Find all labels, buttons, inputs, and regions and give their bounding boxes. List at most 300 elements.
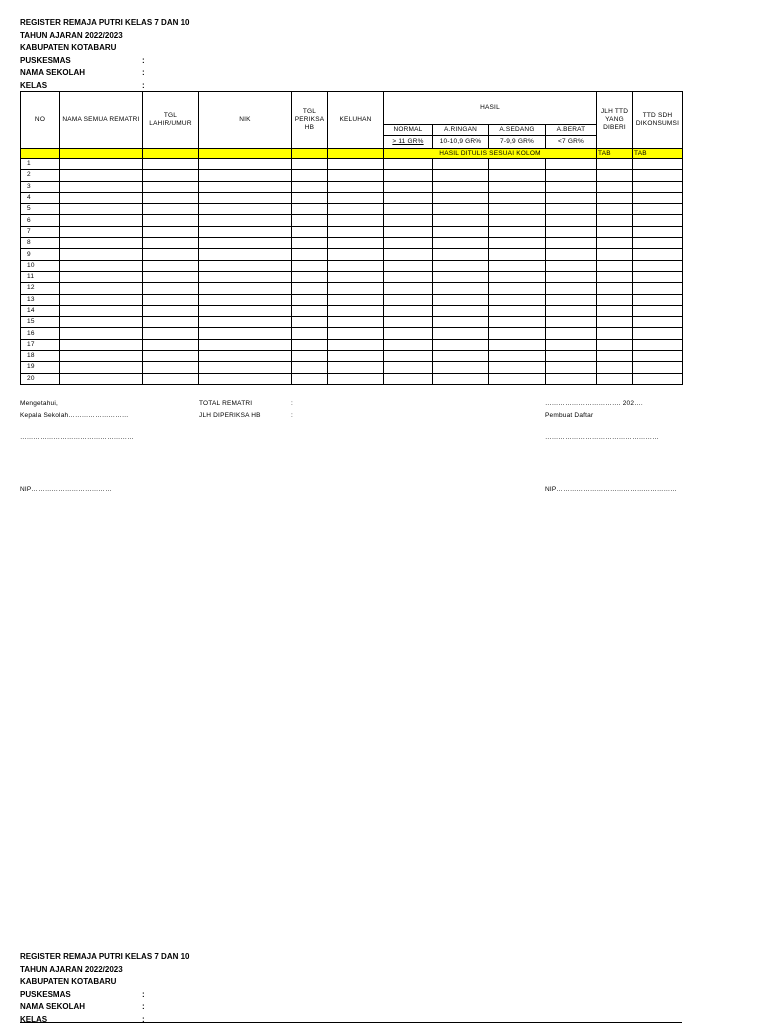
table-cell[interactable] — [546, 305, 597, 316]
table-cell[interactable] — [143, 159, 199, 170]
hasil-berat-label: A.BERAT — [546, 125, 597, 136]
table-cell[interactable] — [328, 271, 384, 282]
table-cell[interactable] — [292, 192, 328, 203]
table-cell[interactable] — [60, 181, 143, 192]
register-title: REGISTER REMAJA PUTRI KELAS 7 DAN 10 — [20, 952, 190, 961]
table-cell[interactable] — [384, 305, 433, 316]
table-cell[interactable] — [597, 283, 633, 294]
table-cell[interactable] — [143, 294, 199, 305]
table-cell[interactable] — [633, 317, 683, 328]
table-cell[interactable] — [597, 328, 633, 339]
table-cell[interactable] — [328, 215, 384, 226]
table-cell[interactable] — [597, 192, 633, 203]
table-cell[interactable] — [489, 238, 546, 249]
col-header-nama: NAMA SEMUA REMATRI — [60, 92, 143, 149]
table-cell[interactable] — [546, 317, 597, 328]
table-cell[interactable] — [143, 305, 199, 316]
table-row — [21, 226, 683, 237]
academic-year: TAHUN AJARAN 2022/2023 — [20, 964, 123, 974]
table-cell[interactable] — [199, 294, 292, 305]
table-cell[interactable] — [143, 226, 199, 237]
table-cell[interactable] — [546, 181, 597, 192]
hasil-ringan-label: A.RINGAN — [433, 125, 489, 136]
table-cell[interactable] — [60, 192, 143, 203]
jlh-diperiksa-colon: : — [291, 412, 294, 419]
row-number: 2 — [21, 170, 60, 181]
table-cell[interactable] — [384, 215, 433, 226]
table-cell[interactable] — [199, 305, 292, 316]
table-cell[interactable] — [384, 249, 433, 260]
table-cell[interactable] — [328, 238, 384, 249]
hasil-sedang-label: A.SEDANG — [489, 125, 546, 136]
table-cell[interactable] — [143, 328, 199, 339]
table-cell[interactable] — [60, 339, 143, 350]
col-header-no: NO — [21, 92, 60, 149]
cell — [292, 149, 328, 159]
table-cell[interactable] — [489, 294, 546, 305]
table-cell[interactable] — [489, 215, 546, 226]
table-cell[interactable] — [633, 271, 683, 282]
table-cell[interactable] — [292, 328, 328, 339]
table-cell[interactable] — [546, 351, 597, 362]
table-cell[interactable] — [546, 238, 597, 249]
table-cell[interactable] — [433, 294, 489, 305]
table-cell[interactable] — [433, 271, 489, 282]
table-cell[interactable] — [328, 226, 384, 237]
table-cell[interactable] — [597, 238, 633, 249]
table-cell[interactable] — [384, 226, 433, 237]
table-cell[interactable] — [199, 226, 292, 237]
table-cell[interactable] — [60, 226, 143, 237]
table-cell[interactable] — [597, 317, 633, 328]
table-cell[interactable] — [433, 362, 489, 373]
table-cell[interactable] — [597, 373, 633, 384]
signature-line-right: …………………………………………… — [545, 434, 659, 441]
table-cell[interactable] — [633, 192, 683, 203]
table-cell[interactable] — [328, 283, 384, 294]
table-cell[interactable] — [433, 317, 489, 328]
table-cell[interactable] — [433, 204, 489, 215]
table-cell[interactable] — [292, 249, 328, 260]
table-cell[interactable] — [292, 226, 328, 237]
hasil-sedang-range: 7-9,9 GR% — [489, 136, 546, 149]
pembuat-daftar-label: Pembuat Daftar — [545, 412, 594, 419]
table-cell[interactable] — [597, 260, 633, 271]
table-cell[interactable] — [597, 181, 633, 192]
table-cell[interactable] — [199, 339, 292, 350]
table-cell[interactable] — [143, 260, 199, 271]
row-number: 20 — [21, 373, 60, 384]
table-cell[interactable] — [489, 271, 546, 282]
table-cell[interactable] — [199, 362, 292, 373]
table-cell[interactable] — [292, 215, 328, 226]
table-cell[interactable] — [597, 362, 633, 373]
table-cell[interactable] — [60, 283, 143, 294]
table-cell[interactable] — [143, 373, 199, 384]
field-colon: : — [142, 68, 145, 77]
table-cell[interactable] — [60, 204, 143, 215]
table-cell[interactable] — [546, 328, 597, 339]
table-cell[interactable] — [546, 283, 597, 294]
col-header-nik: NIK — [199, 92, 292, 149]
regency-name: KABUPATEN KOTABARU — [20, 43, 117, 52]
table-cell[interactable] — [433, 215, 489, 226]
regency-name: KABUPATEN KOTABARU — [20, 977, 117, 986]
signature-line-left: …………………………………………… — [20, 434, 134, 441]
table-cell[interactable] — [433, 260, 489, 271]
table-cell[interactable] — [292, 305, 328, 316]
row-number: 18 — [21, 351, 60, 362]
table-cell[interactable] — [60, 271, 143, 282]
cell — [328, 149, 384, 159]
table-cell[interactable] — [328, 170, 384, 181]
total-rematri-colon: : — [291, 400, 294, 407]
table-cell[interactable] — [489, 328, 546, 339]
table-cell[interactable] — [292, 204, 328, 215]
cell — [143, 149, 199, 159]
field-label: PUSKESMAS — [20, 989, 71, 999]
table-cell[interactable] — [633, 238, 683, 249]
table-cell[interactable] — [328, 192, 384, 203]
table-cell[interactable] — [433, 305, 489, 316]
table-cell[interactable] — [597, 170, 633, 181]
table-cell[interactable] — [199, 271, 292, 282]
row-number: 8 — [21, 238, 60, 249]
table-cell[interactable] — [384, 159, 433, 170]
table-cell[interactable] — [60, 373, 143, 384]
table-cell[interactable] — [384, 317, 433, 328]
table-cell[interactable] — [199, 373, 292, 384]
range-text: > 11 GR% — [392, 138, 424, 145]
table-cell[interactable] — [633, 226, 683, 237]
table-cell[interactable] — [143, 181, 199, 192]
table-cell[interactable] — [328, 294, 384, 305]
table-cell[interactable] — [60, 159, 143, 170]
table-cell[interactable] — [328, 181, 384, 192]
table-cell[interactable] — [60, 305, 143, 316]
register-header — [20, 17, 190, 92]
table-row — [21, 294, 683, 305]
table-cell[interactable] — [292, 238, 328, 249]
table-cell[interactable] — [489, 204, 546, 215]
table-row — [21, 170, 683, 181]
table-cell[interactable] — [489, 249, 546, 260]
table-row — [21, 181, 683, 192]
table-cell[interactable] — [489, 305, 546, 316]
table-cell[interactable] — [384, 339, 433, 350]
table-cell[interactable] — [199, 170, 292, 181]
table-cell[interactable] — [597, 294, 633, 305]
table-cell[interactable] — [489, 181, 546, 192]
table-cell[interactable] — [546, 204, 597, 215]
table-row — [21, 260, 683, 271]
hasil-normal-range — [384, 136, 433, 149]
table-cell[interactable] — [199, 204, 292, 215]
table-cell[interactable] — [597, 226, 633, 237]
table-cell[interactable] — [633, 159, 683, 170]
field-colon: : — [142, 80, 145, 90]
table-cell[interactable] — [546, 260, 597, 271]
table-cell[interactable] — [143, 170, 199, 181]
field-label: NAMA SEKOLAH — [20, 68, 86, 77]
table-cell[interactable] — [433, 373, 489, 384]
table-cell[interactable] — [199, 283, 292, 294]
table-top-border-page2 — [20, 1022, 682, 1027]
table-cell[interactable] — [292, 271, 328, 282]
table-cell[interactable] — [489, 192, 546, 203]
table-cell[interactable] — [489, 283, 546, 294]
field-nama-sekolah — [20, 67, 190, 80]
table-cell[interactable] — [199, 260, 292, 271]
table-cell[interactable] — [633, 328, 683, 339]
table-cell[interactable] — [633, 260, 683, 271]
table-cell[interactable] — [633, 249, 683, 260]
jlh-diperiksa-label: JLH DIPERIKSA HB — [199, 412, 261, 419]
table-cell[interactable] — [433, 170, 489, 181]
table-cell[interactable] — [292, 159, 328, 170]
nip-left: NIP……………………………… — [20, 486, 112, 493]
table-cell[interactable] — [143, 283, 199, 294]
table-cell[interactable] — [143, 351, 199, 362]
table-cell[interactable] — [433, 283, 489, 294]
row-number: 19 — [21, 362, 60, 373]
yellow-note: HASIL DITULIS SESUAI KOLOM — [384, 149, 597, 159]
table-cell[interactable] — [597, 159, 633, 170]
table-cell[interactable] — [60, 351, 143, 362]
table-cell[interactable] — [143, 249, 199, 260]
table-cell[interactable] — [546, 249, 597, 260]
table-cell[interactable] — [384, 170, 433, 181]
table-cell[interactable] — [143, 215, 199, 226]
table-row — [21, 351, 683, 362]
table-cell[interactable] — [633, 215, 683, 226]
table-cell[interactable] — [143, 192, 199, 203]
table-cell[interactable] — [292, 317, 328, 328]
table-cell[interactable] — [546, 271, 597, 282]
table-cell[interactable] — [597, 215, 633, 226]
table-cell[interactable] — [633, 181, 683, 192]
table-cell[interactable] — [328, 317, 384, 328]
table-cell[interactable] — [384, 373, 433, 384]
table-cell[interactable] — [546, 170, 597, 181]
table-cell[interactable] — [199, 351, 292, 362]
table-cell[interactable] — [60, 260, 143, 271]
table-cell[interactable] — [143, 362, 199, 373]
table-cell[interactable] — [384, 294, 433, 305]
table-cell[interactable] — [633, 362, 683, 373]
table-cell[interactable] — [433, 181, 489, 192]
table-cell[interactable] — [433, 328, 489, 339]
row-number: 13 — [21, 294, 60, 305]
field-colon: : — [142, 55, 145, 65]
table-cell[interactable] — [384, 362, 433, 373]
table-cell[interactable] — [633, 204, 683, 215]
table-cell[interactable] — [433, 351, 489, 362]
field-colon: : — [142, 989, 145, 999]
row-number: 11 — [21, 271, 60, 282]
table-cell[interactable] — [489, 339, 546, 350]
table-cell[interactable] — [546, 159, 597, 170]
header-row-1 — [21, 92, 683, 125]
table-cell[interactable] — [597, 351, 633, 362]
table-cell[interactable] — [143, 317, 199, 328]
table-cell[interactable] — [199, 181, 292, 192]
table-cell[interactable] — [199, 317, 292, 328]
table-cell[interactable] — [328, 260, 384, 271]
table-cell[interactable] — [384, 204, 433, 215]
table-cell[interactable] — [292, 294, 328, 305]
table-cell[interactable] — [60, 328, 143, 339]
field-puskesmas — [20, 55, 190, 68]
table-cell[interactable] — [489, 351, 546, 362]
table-cell[interactable] — [292, 373, 328, 384]
table-cell[interactable] — [384, 181, 433, 192]
row-number: 14 — [21, 305, 60, 316]
col-header-keluhan: KELUHAN — [328, 92, 384, 149]
table-row — [21, 159, 683, 170]
table-row — [21, 249, 683, 260]
table-cell[interactable] — [489, 226, 546, 237]
table-cell[interactable] — [199, 159, 292, 170]
total-rematri-label: TOTAL REMATRI — [199, 400, 253, 407]
academic-year: TAHUN AJARAN 2022/2023 — [20, 30, 123, 40]
table-cell[interactable] — [143, 238, 199, 249]
table-cell[interactable] — [489, 159, 546, 170]
table-cell[interactable] — [199, 238, 292, 249]
table-cell[interactable] — [489, 362, 546, 373]
table-cell[interactable] — [489, 170, 546, 181]
field-colon: : — [142, 1002, 145, 1011]
table-cell[interactable] — [328, 305, 384, 316]
table-cell[interactable] — [633, 170, 683, 181]
table-cell[interactable] — [546, 294, 597, 305]
table-cell[interactable] — [433, 238, 489, 249]
table-cell[interactable] — [597, 339, 633, 350]
table-cell[interactable] — [546, 339, 597, 350]
col-header-jlh-ttd: JLH TTD YANG DIBERI — [597, 92, 633, 149]
table-cell[interactable] — [633, 283, 683, 294]
table-row — [21, 339, 683, 350]
table-cell[interactable] — [60, 215, 143, 226]
table-cell[interactable] — [633, 373, 683, 384]
table-cell[interactable] — [328, 159, 384, 170]
table-cell[interactable] — [199, 215, 292, 226]
table-cell[interactable] — [384, 271, 433, 282]
col-header-tgl-periksa: TGL PERIKSA HB — [292, 92, 328, 149]
col-header-ttd-sdh: TTD SDH DIKONSUMSI — [633, 92, 683, 149]
table-cell[interactable] — [60, 294, 143, 305]
table-row — [21, 283, 683, 294]
table-row — [21, 317, 683, 328]
table-cell[interactable] — [633, 351, 683, 362]
table-cell[interactable] — [633, 339, 683, 350]
table-cell[interactable] — [384, 192, 433, 203]
table-cell[interactable] — [384, 238, 433, 249]
table-cell[interactable] — [546, 226, 597, 237]
table-cell[interactable] — [597, 249, 633, 260]
table-cell[interactable] — [292, 181, 328, 192]
table-cell[interactable] — [328, 204, 384, 215]
field-puskesmas — [20, 989, 190, 1002]
table-cell[interactable] — [433, 226, 489, 237]
table-row — [21, 204, 683, 215]
table-cell[interactable] — [384, 283, 433, 294]
table-cell[interactable] — [328, 362, 384, 373]
table-cell[interactable] — [633, 294, 683, 305]
table-cell[interactable] — [143, 204, 199, 215]
table-cell[interactable] — [60, 249, 143, 260]
table-cell[interactable] — [143, 339, 199, 350]
table-cell[interactable] — [328, 373, 384, 384]
table-row — [21, 215, 683, 226]
table-cell[interactable] — [546, 362, 597, 373]
mengetahui-label: Mengetahui, — [20, 400, 58, 407]
table-cell[interactable] — [292, 362, 328, 373]
table-cell[interactable] — [199, 249, 292, 260]
yellow-note-row — [21, 149, 683, 159]
table-cell[interactable] — [597, 271, 633, 282]
table-cell[interactable] — [199, 192, 292, 203]
table-cell[interactable] — [433, 249, 489, 260]
table-cell[interactable] — [546, 192, 597, 203]
register-title: REGISTER REMAJA PUTRI KELAS 7 DAN 10 — [20, 18, 190, 27]
table-cell[interactable] — [292, 351, 328, 362]
cell — [199, 149, 292, 159]
tab-label-ttd: TAB — [633, 149, 683, 159]
table-cell[interactable] — [384, 328, 433, 339]
table-cell[interactable] — [292, 260, 328, 271]
field-label: PUSKESMAS — [20, 55, 71, 65]
table-cell[interactable] — [328, 351, 384, 362]
table-cell[interactable] — [384, 260, 433, 271]
table-cell[interactable] — [489, 317, 546, 328]
register-header-page2 — [20, 951, 190, 1026]
table-cell[interactable] — [433, 159, 489, 170]
row-number: 7 — [21, 226, 60, 237]
table-cell[interactable] — [199, 328, 292, 339]
col-header-hasil: HASIL — [384, 92, 597, 125]
field-label: KELAS — [20, 1014, 48, 1024]
table-cell[interactable] — [292, 170, 328, 181]
table-cell[interactable] — [60, 170, 143, 181]
table-cell[interactable] — [60, 238, 143, 249]
table-cell[interactable] — [60, 317, 143, 328]
table-cell[interactable] — [433, 339, 489, 350]
table-cell[interactable] — [60, 362, 143, 373]
table-cell[interactable] — [597, 305, 633, 316]
table-cell[interactable] — [384, 351, 433, 362]
table-cell[interactable] — [489, 260, 546, 271]
date-line: ……………………………. 202…. — [545, 400, 643, 407]
table-cell[interactable] — [328, 328, 384, 339]
hasil-ringan-range: 10-10,9 GR% — [433, 136, 489, 149]
table-cell[interactable] — [433, 192, 489, 203]
row-number: 10 — [21, 260, 60, 271]
table-cell[interactable] — [328, 339, 384, 350]
table-cell[interactable] — [143, 271, 199, 282]
table-cell[interactable] — [328, 249, 384, 260]
field-nama-sekolah — [20, 1001, 190, 1014]
table-cell[interactable] — [633, 305, 683, 316]
table-cell[interactable] — [546, 215, 597, 226]
table-cell[interactable] — [597, 204, 633, 215]
table-cell[interactable] — [292, 283, 328, 294]
table-cell[interactable] — [546, 373, 597, 384]
table-cell[interactable] — [292, 339, 328, 350]
table-cell[interactable] — [489, 373, 546, 384]
row-number: 5 — [21, 204, 60, 215]
cell — [60, 149, 143, 159]
